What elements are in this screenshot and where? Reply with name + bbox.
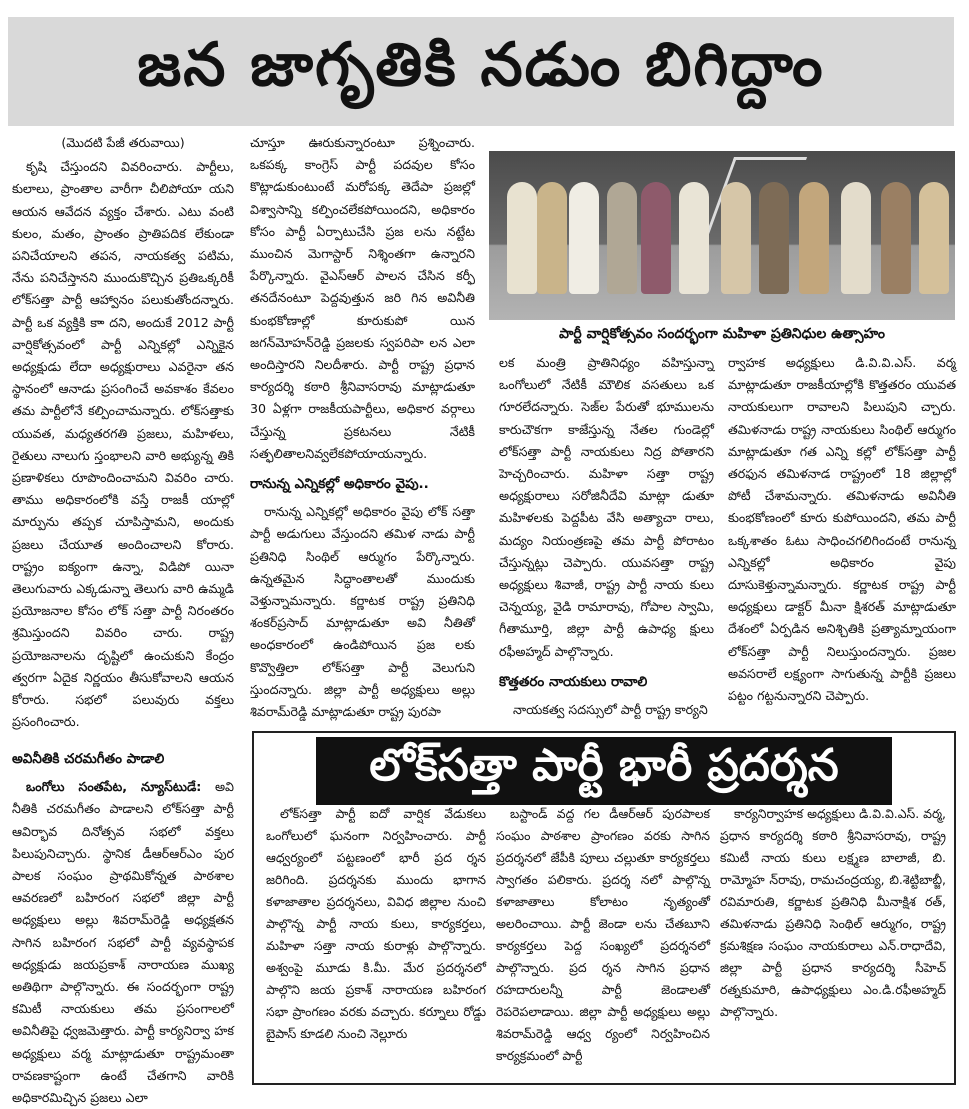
box-title: లోక్‌సత్తా పార్టీ భారీ ప్రదర్శన	[369, 740, 839, 791]
dateline: ఒంగోలు సంతపేట, న్యూస్‌టుడే:	[26, 779, 202, 795]
photo-caption: పార్టీ వార్షికోత్సవం సందర్భంగా మహిళా ప్రతినిధుల ఉత్సాహం	[559, 326, 885, 342]
person-figure	[841, 182, 871, 294]
person-figure	[507, 182, 537, 294]
person-figure	[721, 182, 751, 294]
person-figure	[569, 182, 599, 294]
person-figure	[799, 182, 829, 294]
paragraph: కృషి చేస్తుందని వివరించారు. పార్టీలు, కులాలు, ప్రాంతాల వారీగా చీలిపోయా యని ఆయన ఆవేదన వ్యక్తం చేశారు. ఎటు వంటి కులం, మతం, ప్రాంతం ప్రాతిపదిక లేకుండా పనిచేయాలని తపన, నాయకత్వ పటిమ, నేను పనిచేస్తానని ముందుకొచ్చిన ప్రతిఒక్కరికీ లోక్‌సత్తా పార్టీ ఆహ్వానం పలుకుతోందన్నారు. పార్టీ ఒక వ్యక్తికి కాా దని, అందుకే 2012 పార్టీ వార్షికోత్సవంలో పార్టీ ఎన్నికల్లో ఎన్నికైన అధ్యక్షుడు లేదా అధ్యక్షురాలు ఎవరైనా తన స్థానంలో ఆనాడు ప్రసంగించే అవకాశం కేవలం తమ పార్టీలోనే కల్పించామన్నారు. లోక్‌సత్తాకు యువత, మధ్యతరగతి ప్రజలు, మహిళలు, రైతులు నాలుగు స్తంభాలని వారి అభ్యున్న తికి ప్రణాళికలు రూపొందించామని వివరిం చారు. తాము అధికారంలోకి వస్తే రాజకీ యాల్లో మార్పును తప్పక చూపిస్తామని, అందుకు ప్రజలు చేయూత అందించాలని కోరారు. రాష్ట్రం ఐక్యంగా ఉన్నా, విడిపో యినా తెలుగువారు ఎక్కడున్నా తెలుగు వారి ఉమ్మడి ప్రయోజనాల కోసం లోక్ సత్తా పార్టీ నిరంతరం శ్రమిస్తుందని వివరిం చారు. రాష్ట్ర ప్రయోజనాలను దృష్టిలో ఉంచుకుని కేంద్రం త్వరగా ఏదైక నిర్ణయం తీసుకోవాలని ఆయన కోరారు. సభలో పలువురు వక్తలు ప్రసంగించారు.	[12, 159, 234, 730]
continued-note: (మొదటి పేజీ తరువాయి)	[61, 135, 185, 150]
news-photo	[489, 151, 955, 320]
box-column-2	[496, 803, 710, 1079]
headline: జన జాగృతికి నడుం బిగిద్దాం	[137, 29, 825, 100]
paragraph: చూస్తూ ఊరుకున్నారంటూ ప్రశ్నించారు. ఒకపక్క కాంగ్రెస్ పార్టీ పదవుల కోసం కొట్లాడుకుంటుంటే మరోపక్క తెదేపా ప్రజల్లో విశ్వాసాన్ని కల్పించలేకపోయిందని, అధికారం కోసం పార్టీ ఏర్పాటుచేసి ప్రజ లను నట్టేట ముంచిన మెగాస్టార్ నిశ్శింతగా ఉన్నారని పేర్కొన్నారు. వైఎస్ఆర్ పాలన చేసిన కర్ఫీ తనదేనంటూ పెద్దవుత్తున జరి గిన అవినీతి కుంభకోణాల్లో కూరుకుపో యిన జగన్‌మోహన్‌రెడ్డి ప్రజలకు స్వపరిపా లన ఎలా అందిస్తారని నిలదీశారు. పార్టీ రాష్ట్ర ప్రధాన కార్యదర్శి కఠారి శ్రీనివాసరావు మాట్లాడుతూ 30 ఏళ్లగా రాజకీయపార్టీలు, అధికార వర్గాలు చేస్తున్న ప్రకటనలు నేటికీ సత్ఫలితాలనివ్వలేకపోయాయన్నారు.	[250, 135, 475, 461]
person-figure	[679, 182, 709, 294]
paragraph: కార్యనిర్వాహక అధ్యక్షులు డి.వి.వి.ఎస్. వర్మ, ప్రధాన కార్యదర్శి కఠారి శ్రీనివాసరావు, రాష్ట్ర కమిటీ నాయ కులు లక్ష్మణ బాలాజీ, బి. రామ్మోహ న్‌రావు, రామచంద్రయ్య, బి.శెట్టిబాబ్జీ, రవిమారుతి, కర్ణాటక ప్రతినిధి మీనాక్షిశ రత్, తమిళనాడు ప్రతినిధి సెంథిల్ ఆర్ముగం, రాష్ట్ర క్రమశిక్షణ సంఘం నాయకురాలు ఎన్.రాధాదేవి, జిల్లా పార్టీ ప్రధాన కార్యదర్శి సీహెచ్ రత్నకుమారి, ఉపాధ్యక్షులు ఎం.డి.రఫీఅహ్మద్ పాల్గొన్నారు.	[720, 806, 946, 1019]
person-figure	[759, 182, 789, 294]
boxed-article	[252, 731, 956, 1085]
box-title-banner	[316, 737, 892, 805]
paragraph: బస్టాండ్ వద్ద గల డీఆర్ఆర్ పురపాలక సంఘం పాఠశాల ప్రాంగణం వరకు సాగిన ప్రదర్శనలో జేపీకి పూలు చల్లుతూ కార్యకర్తలు స్వాగతం పలికారు. ప్రదర్శ నలో పాల్గొన్న కళాజాతాలు కోలాటం నృత్యంతో అలరించాయి. పార్టీ జెండా లను చేతబూని కార్యకర్తలు పెద్ద సంఖ్యలో ప్రదర్శనలో పాల్గొన్నారు. ప్రద ర్శన సాగిన ప్రధాన రహదారులన్నీ పార్టీ జెండాలతో రెపరెపలాడాయి. జిల్లా పార్టీ అధ్యక్షులు అల్లు శివరామ్‌రెడ్డి ఆధ్వ ర్యంలో నిర్వహించిన కార్యక్రమంలో పార్టీ	[496, 806, 710, 1063]
article-column-1-lower	[12, 740, 234, 1106]
stage-railing	[704, 157, 807, 240]
box-column-3	[720, 803, 946, 1079]
article-column-2	[250, 132, 475, 728]
paragraph	[12, 776, 234, 1109]
paragraph-text: అవి నీతికి చరమగీతం పాడాలని లోక్‌సత్తా పార్టీ ఆవిర్భావ దినోత్సవ సభలో వక్తలు పిలుపునిచ్చారు. స్థానిక డీఆర్‌ఆర్‌ఎం పుర పాలక సంఘం ప్రాథమికోన్నత పాఠశాల ఆవరణలో బహిరంగ సభలో జిల్లా పార్టీ అధ్యక్షులు అల్లు శివరామ్‌రెడ్డి అధ్యక్షతన సాగిన బహిరంగ సభలో పార్టీ వ్యవస్థాపక అధ్యక్షుడు జయప్రకాశ్ నారాయణ ముఖ్య అతిథిగా పాల్గొన్నారు. ఈ సందర్భంగా రాష్ట్ర కమిటీ నాయకులు తమ ప్రసంగాలలో అవినీతిపై ధ్వజమెత్తారు. పార్టీ కార్యనిర్వా హక అధ్యక్షులు వర్మ మాట్లాడుతూ రాష్ట్రమంతా రావణకాష్టంగా ఉంటే చేతగాని వారికి అధికారమిచ్చిన ప్రజలు ఎలా	[12, 779, 234, 1106]
person-figure	[641, 182, 671, 294]
article-column-4	[728, 352, 956, 726]
person-figure	[537, 182, 567, 294]
subheading: కొత్తతరం నాయకులు రావాలి	[499, 673, 648, 690]
subheading: అవినీతికి చరమగీతం పాడాలి	[12, 751, 165, 767]
paragraph: నాయకత్వ సదస్సులో పార్టీ రాష్ట్ర కార్యని	[513, 702, 708, 718]
subheading: రానున్న ఎన్నికల్లో అధికారం వైపు..	[250, 476, 429, 493]
article-column-3	[499, 352, 714, 726]
article-column-1	[12, 132, 234, 736]
person-figure	[881, 182, 911, 294]
box-column-1	[266, 803, 486, 1079]
paragraph: లోక్‌సత్తా పార్టీ ఐదో వార్షిక వేడుకలు ఒంగోలులో ఘనంగా నిర్వహించారు. పార్టీ ఆధ్వర్యంలో పట్టణంలో భారీ ప్రద ర్శన జరిగింది. ప్రదర్శనకు ముందు భాగాన కళాజాతాల ప్రదర్శనలు, వివిధ జిల్లాల నుంచి పాల్గొన్న పార్టీ నాయ కులు, కార్యకర్తలు, మహిళా సత్తా నాయ కురాళ్లు పాల్గొన్నారు. అశ్వంపై మూడు కి.మీ. మేర ప్రదర్శనలో పాల్గొని జయ ప్రకాశ్ నారాయణ బహిరంగ సభా ప్రాంగణం వరకు వచ్చారు. కర్నూలు రోడ్డు బైపాస్ కూడలి నుంచి నెల్లూరు	[266, 806, 486, 1041]
headline-banner	[8, 17, 954, 126]
person-figure	[919, 182, 949, 294]
person-figure	[607, 182, 637, 294]
paragraph: రానున్న ఎన్నికల్లో అధికారం వైపు లోక్ సత్తా పార్టీ అడుగులు వేస్తుందని తమిళ నాడు పార్టీ ప్రతినిధి సింథిల్ ఆర్ముగం పేర్కొన్నారు. ఉన్నతమైన సిద్ధాంతాలతో ముందుకు వెళ్తున్నామన్నారు. కర్ణాటక రాష్ట్ర ప్రతినిధి శంకర్‌ప్రసాద్ మాట్లాడుతూ అవి నీతితో అంధకారంలో ఉండిపోయిన ప్రజ లకు కొవ్వొత్తిలా లోక్‌సత్తా పార్టీ వెలుగుని స్తుందన్నారు. జిల్లా పార్టీ అధ్యక్షులు అల్లు శివరామ్‌రెడ్డి మాట్లాడుతూ రాష్ట్ర పురపా	[250, 504, 475, 720]
paragraph: ర్వాహక అధ్యక్షులు డి.వి.వి.ఎస్. వర్మ మాట్లాడుతూ రాజకీయాల్లోకి కొత్తతరం యువత నాయకులుగా రావాలని పిలుపుని చ్చారు. తమిళనాడు రాష్ట్ర నాయకులు సింథిల్ ఆర్ముగం మాట్లాడుతూ గత ఎన్ని కల్లో లోక్‌సత్తా పార్టీ తరఫున తమిళనాడ రాష్ట్రంలో 18 జిల్లాల్లో పోటీ చేశామన్నారు. తమిళనాడు అవినీతి కుంభకోణంలో కూరు కుపోయిందని, తమ పార్టీ ఒక్కశాతం ఓటు సాధించగలిగిందంటే రానున్న ఎన్నికల్లో అధికారం వైపు దూసుకెళ్తున్నామన్నారు. కర్ణాటక రాష్ట్ర పార్టీ అధ్యక్షులు డాక్టర్ మీనా క్షిశరత్ మాట్లాడుతూ దేశంలో ఏర్పడిన అనిశ్చితికి ప్రత్యామ్నాయంగా లోక్‌సత్తా పార్టీ నిలుస్తుందన్నారు. ప్రజల అవసరాలే లక్ష్యంగా సాగుతున్న పార్టీకి ప్రజలు పట్టం గట్టనున్నారని చెప్పారు.	[728, 355, 956, 704]
paragraph: లక మంత్రి ప్రాతినిధ్యం వహిస్తున్నా ఒంగోలులో నేటికీ మౌలిక వసతులు ఒక గూరలేదన్నారు. సెజ్‌ల పేరుతో భూములను కారుచౌకగా కాజేస్తున్న నేతల గుండెల్లో లోక్‌సత్తా పార్టీ నాయకులు నిద్ర పోతారని హెచ్చరించారు. మహిళా సత్తా రాష్ట్ర అధ్యక్షురాలు సరోజినీదేవి మాట్లా డుతూ మహిళలకు పెద్దపీట వేసి అత్యాచా రాలు, మద్యం నియంత్రణపై తమ పార్టీ పోరాటం చేస్తున్నట్లు చెప్పారు. యువసత్తా రాష్ట్ర అధ్యక్షులు శివాజీ, రాష్ట్ర పార్టీ నాయ కులు చెన్నయ్య, వైడి రామారావు, గోపాల స్వామి, గీతామూర్తి, జిల్లా పార్టీ ఉపాధ్య క్షులు రఫీఅహ్మద్ పాల్గొన్నారు.	[499, 355, 714, 659]
